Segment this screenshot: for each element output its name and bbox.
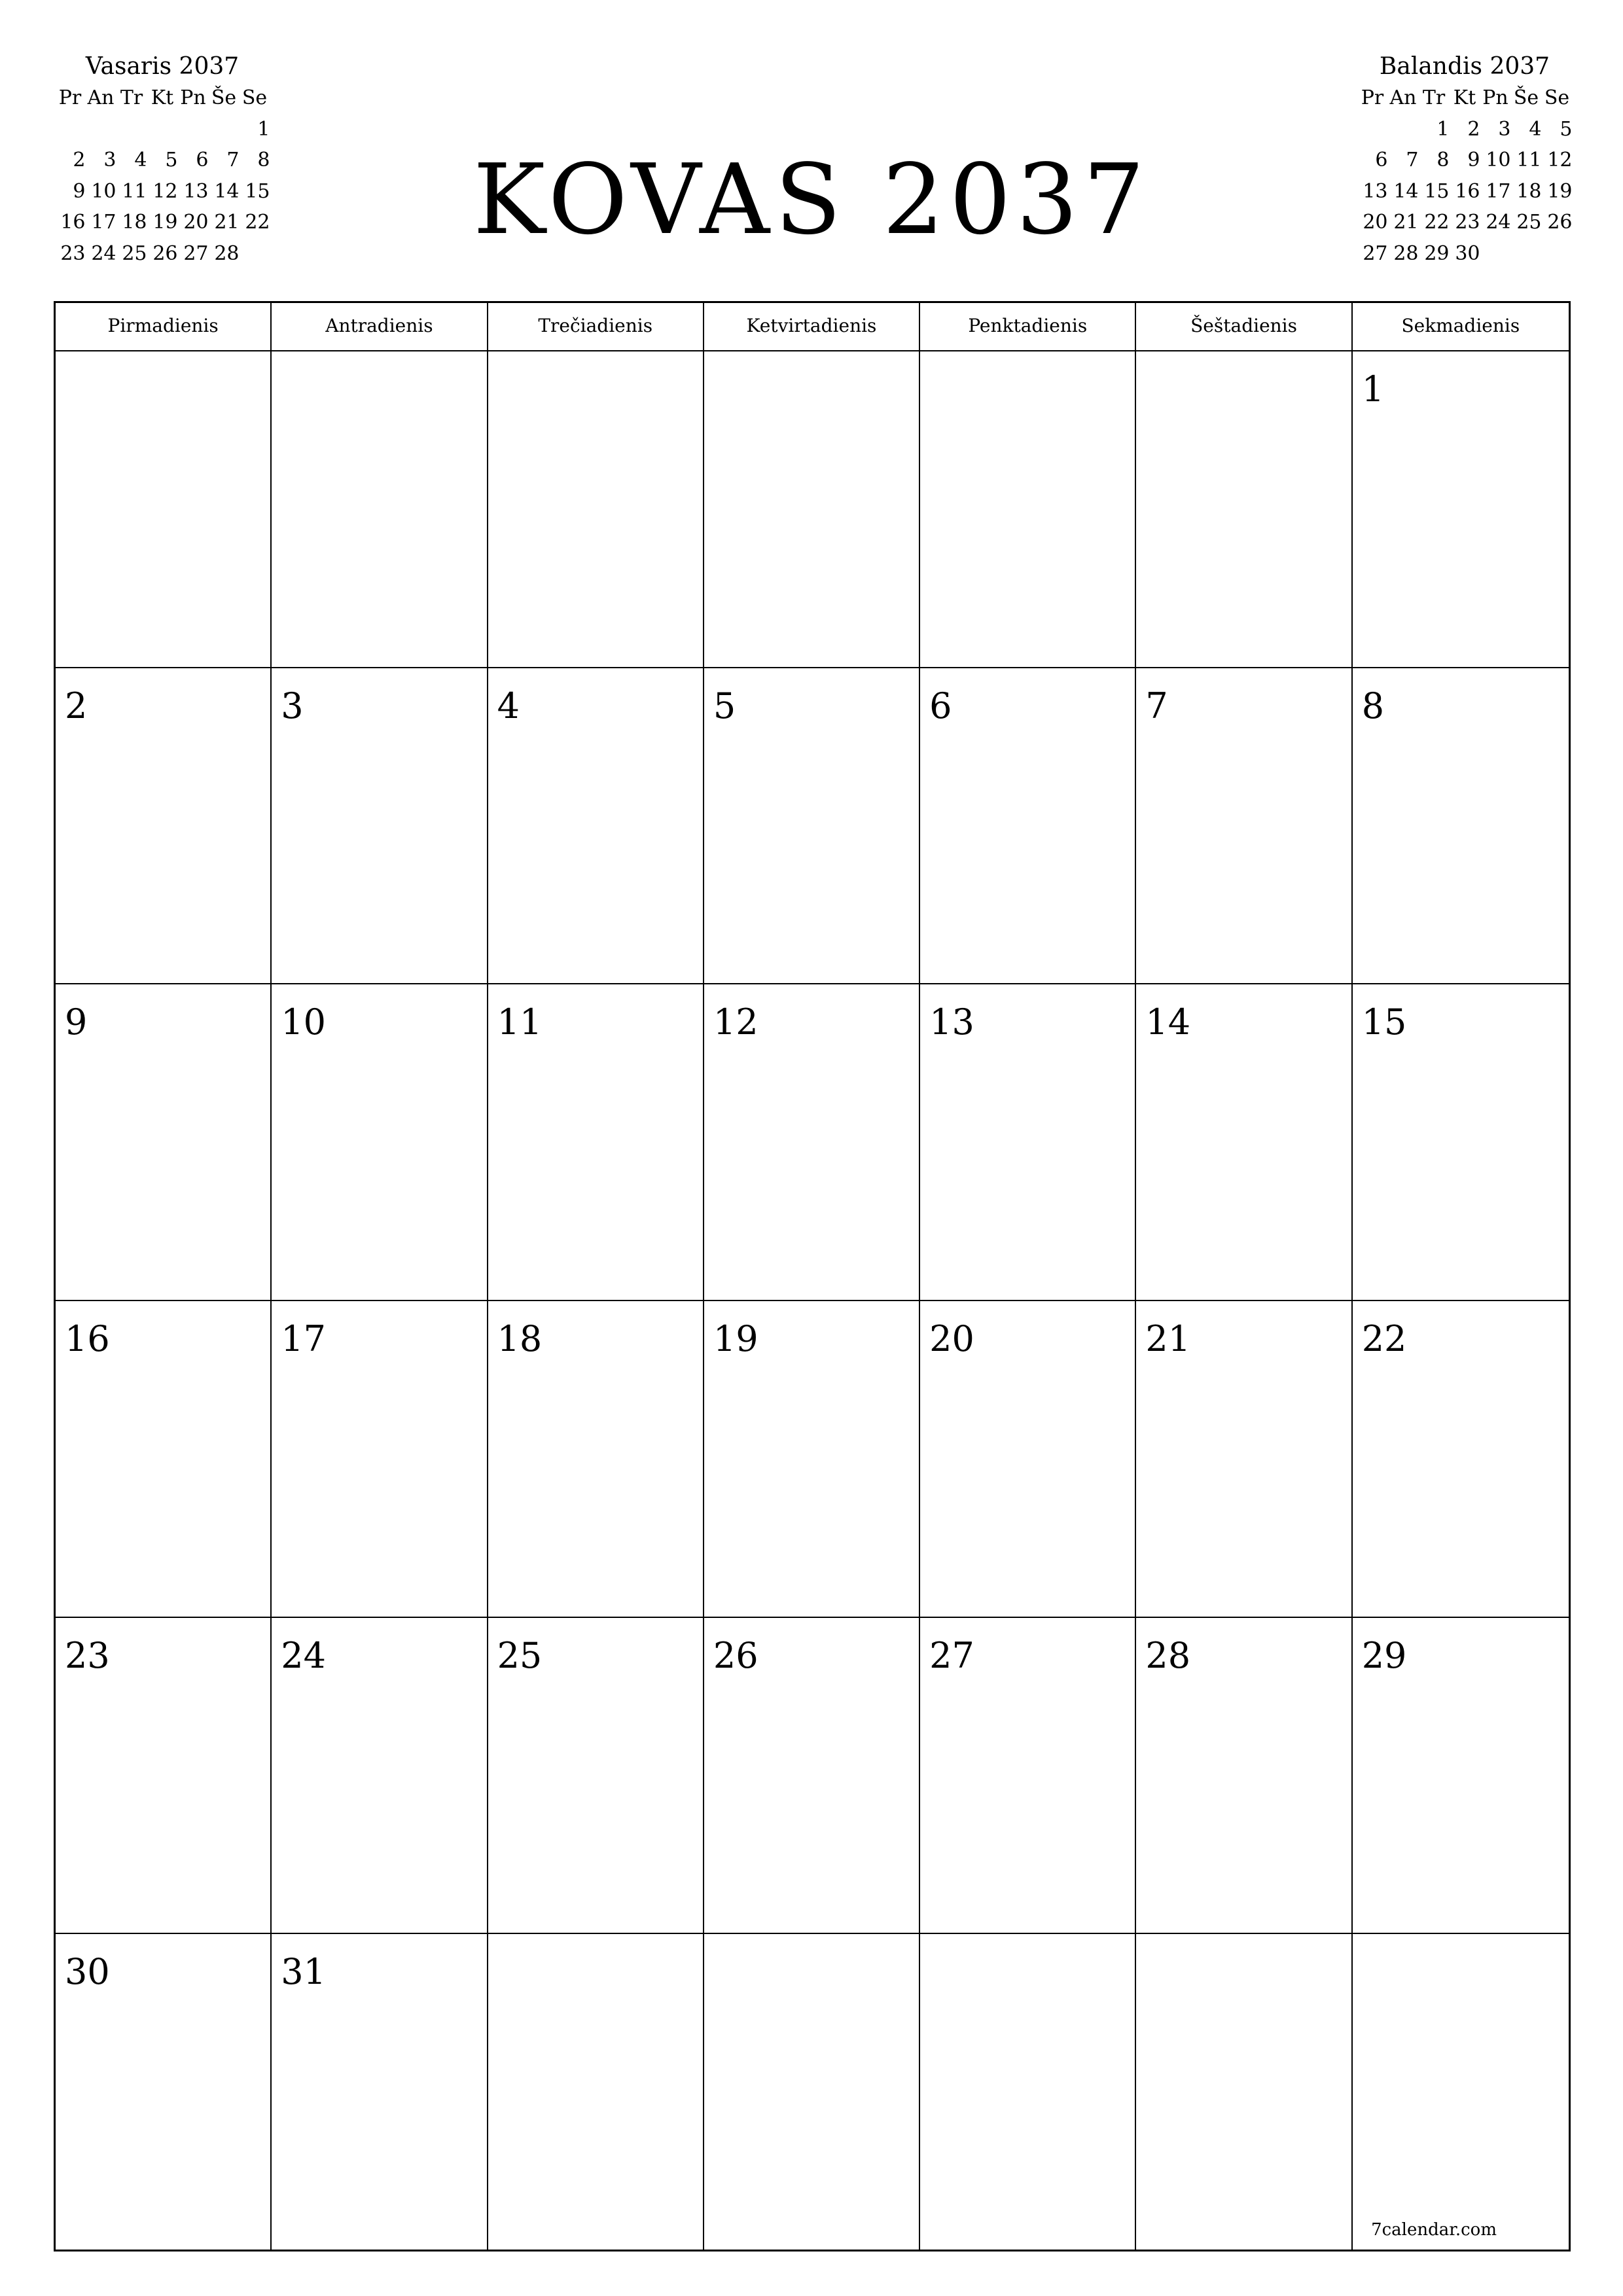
mini-day-cell: 22: [245, 211, 270, 234]
weekday-header-row: [56, 303, 1569, 351]
mini-day-cell: 18: [1516, 179, 1542, 203]
day-number: 26: [713, 1634, 758, 1676]
day-number: 15: [1361, 1001, 1407, 1043]
day-number: 31: [281, 1951, 326, 1993]
mini-day-cell: 15: [1424, 179, 1450, 203]
day-cell[interactable]: [56, 1618, 272, 1935]
mini-day-cell: [1542, 238, 1573, 270]
mini-day-cell: [209, 114, 240, 145]
day-cell[interactable]: [1353, 351, 1569, 668]
mini-day-cell: 4: [1529, 117, 1542, 141]
day-number: 4: [497, 685, 520, 726]
mini-day-cell: 26: [152, 242, 178, 265]
day-number: 27: [929, 1634, 974, 1676]
mini-day-cell: 6: [1375, 149, 1388, 171]
day-cell[interactable]: [920, 1301, 1136, 1618]
mini-calendar-title: Balandis 2037: [1379, 53, 1550, 80]
day-cell[interactable]: [272, 351, 488, 668]
day-number: 28: [1145, 1634, 1191, 1676]
mini-day-cell: 3: [1498, 117, 1511, 141]
mini-calendar-title: Vasaris 2037: [85, 53, 240, 80]
day-number: 13: [929, 1001, 974, 1043]
mini-day-cell: 7: [1406, 149, 1419, 171]
day-cell[interactable]: [1136, 984, 1352, 1301]
mini-day-cell: 26: [1547, 211, 1573, 234]
day-number: 7: [1145, 685, 1168, 726]
day-cell[interactable]: [488, 351, 704, 668]
mini-weekday-label: Pn: [180, 86, 206, 109]
mini-day-cell: 19: [152, 211, 178, 234]
day-cell[interactable]: [704, 1618, 920, 1935]
day-number: 19: [713, 1318, 758, 1359]
day-number: 2: [65, 685, 88, 726]
mini-day-cell: 8: [1436, 149, 1450, 171]
day-cell[interactable]: [272, 1934, 488, 2251]
day-cell[interactable]: [704, 668, 920, 985]
day-cell[interactable]: [920, 1618, 1136, 1935]
day-cell[interactable]: [56, 1934, 272, 2251]
day-number: 10: [281, 1001, 326, 1043]
mini-day-cell: 4: [134, 149, 147, 171]
mini-day-cell: 5: [165, 149, 178, 171]
day-number: 14: [1145, 1001, 1191, 1043]
day-cell[interactable]: [56, 668, 272, 985]
weekday-header: Trečiadienis: [488, 303, 704, 350]
day-number: 25: [497, 1634, 543, 1676]
day-number: 22: [1361, 1318, 1407, 1359]
mini-day-cell: 3: [103, 149, 116, 171]
day-cell[interactable]: [1353, 1301, 1569, 1618]
mini-day-cell: 28: [214, 242, 240, 265]
day-number: 3: [281, 685, 304, 726]
day-cell[interactable]: [704, 351, 920, 668]
day-number: 30: [65, 1951, 110, 1993]
day-cell[interactable]: [56, 351, 272, 668]
day-number: 20: [929, 1318, 974, 1359]
mini-day-cell: 13: [183, 179, 209, 203]
mini-day-cell: [1357, 114, 1388, 145]
mini-day-cell: [1388, 114, 1419, 145]
mini-day-cell: 1: [257, 117, 270, 141]
day-cell[interactable]: [488, 668, 704, 985]
mini-calendar-grid: [1357, 82, 1573, 269]
mini-weekday-label: Se: [241, 86, 268, 109]
mini-day-cell: 19: [1547, 179, 1573, 203]
month-calendar-grid: [54, 301, 1571, 2251]
day-number: 24: [281, 1634, 326, 1676]
mini-day-cell: 23: [60, 242, 86, 265]
mini-day-cell: 27: [1363, 242, 1388, 265]
mini-day-cell: 25: [1516, 211, 1542, 234]
mini-day-cell: 16: [1455, 179, 1480, 203]
calendar-weeks: [56, 351, 1569, 2251]
weekday-header: Penktadienis: [920, 303, 1136, 350]
mini-day-cell: 29: [1424, 242, 1450, 265]
mini-day-cell: 22: [1424, 211, 1450, 234]
mini-day-cell: 24: [1486, 211, 1511, 234]
day-number: 11: [497, 1001, 543, 1043]
mini-day-cell: 18: [122, 211, 147, 234]
day-cell[interactable]: [56, 1301, 272, 1618]
day-cell[interactable]: [1353, 1618, 1569, 1935]
mini-day-cell: 7: [226, 149, 240, 171]
mini-weekday-label: Še: [211, 86, 237, 109]
mini-weekday-label: Še: [1513, 86, 1539, 109]
day-cell[interactable]: [1353, 1934, 1569, 2251]
mini-day-cell: [116, 114, 147, 145]
mini-day-cell: 6: [196, 149, 209, 171]
mini-day-cell: 17: [91, 211, 116, 234]
mini-day-cell: 2: [1467, 117, 1480, 141]
mini-day-cell: 25: [122, 242, 147, 265]
mini-day-cell: 12: [152, 179, 178, 203]
mini-day-cell: 17: [1486, 179, 1511, 203]
day-number: 23: [65, 1634, 110, 1676]
mini-weekday-label: An: [1389, 86, 1417, 109]
mini-weekday-label: Tr: [1422, 86, 1446, 109]
day-number: 1: [1361, 368, 1385, 410]
mini-day-cell: [1511, 238, 1542, 270]
weekday-header: Sekmadienis: [1401, 315, 1520, 336]
day-number: 17: [281, 1318, 326, 1359]
mini-weekday-label: Se: [1544, 86, 1570, 109]
mini-day-cell: 23: [1455, 211, 1480, 234]
mini-day-cell: [1480, 238, 1511, 270]
weekday-header: Šeštadienis: [1136, 303, 1352, 350]
day-cell[interactable]: [272, 1618, 488, 1935]
footer-watermark: 7calendar.com: [1371, 2219, 1497, 2240]
weekday-header: Ketvirtadienis: [704, 303, 920, 350]
day-cell[interactable]: [1353, 668, 1569, 985]
day-cell[interactable]: [704, 1301, 920, 1618]
day-cell[interactable]: [56, 984, 272, 1301]
mini-weekday-label: Tr: [120, 86, 143, 109]
day-number: 8: [1361, 685, 1385, 726]
mini-day-cell: 8: [257, 149, 270, 171]
mini-day-cell: [55, 114, 86, 145]
day-cell[interactable]: [272, 1301, 488, 1618]
mini-day-cell: 27: [183, 242, 209, 265]
day-number: 5: [713, 685, 736, 726]
day-cell[interactable]: [488, 1301, 704, 1618]
day-cell[interactable]: [1136, 1301, 1352, 1618]
day-cell[interactable]: [1136, 1618, 1352, 1935]
day-number: 21: [1145, 1318, 1191, 1359]
day-cell[interactable]: [272, 984, 488, 1301]
mini-day-cell: 9: [73, 179, 86, 203]
day-number: 16: [65, 1318, 110, 1359]
day-cell[interactable]: [704, 984, 920, 1301]
day-number: 9: [65, 1001, 88, 1043]
mini-day-cell: 14: [1393, 179, 1419, 203]
day-cell[interactable]: [920, 984, 1136, 1301]
mini-day-cell: 21: [1393, 211, 1419, 234]
mini-day-cell: 16: [60, 211, 86, 234]
page-title: KOVAS 2037: [473, 143, 1150, 256]
mini-day-cell: 5: [1560, 117, 1573, 141]
mini-day-cell: 21: [214, 211, 240, 234]
weekday-header: Antradienis: [272, 303, 488, 350]
day-number: 12: [713, 1001, 758, 1043]
mini-calendar-next-month: [1353, 51, 1576, 269]
mini-day-cell: 10: [1486, 149, 1511, 171]
day-cell[interactable]: [488, 1618, 704, 1935]
mini-day-cell: [86, 114, 116, 145]
day-cell[interactable]: [272, 668, 488, 985]
mini-weekday-label: Pr: [58, 86, 82, 109]
mini-day-cell: [178, 114, 209, 145]
mini-day-cell: 9: [1467, 149, 1480, 171]
day-number: 29: [1361, 1634, 1407, 1676]
mini-day-cell: 15: [245, 179, 270, 203]
weekday-header: Pirmadienis: [56, 303, 272, 350]
day-cell[interactable]: [704, 1934, 920, 2251]
day-cell[interactable]: [1136, 1934, 1352, 2251]
mini-day-cell: 24: [91, 242, 116, 265]
mini-weekday-label: Pn: [1482, 86, 1508, 109]
mini-day-cell: 11: [122, 179, 147, 203]
day-cell[interactable]: [1136, 668, 1352, 985]
day-cell[interactable]: [1136, 351, 1352, 668]
mini-day-cell: 1: [1436, 117, 1450, 141]
mini-weekday-label: Kt: [151, 86, 174, 109]
mini-weekday-label: Pr: [1361, 86, 1384, 109]
mini-day-cell: 2: [73, 149, 86, 171]
day-cell[interactable]: [920, 351, 1136, 668]
mini-day-cell: 13: [1363, 179, 1388, 203]
day-number: 6: [929, 685, 952, 726]
mini-day-cell: [147, 114, 178, 145]
mini-day-cell: 30: [1455, 242, 1480, 265]
mini-day-cell: 12: [1547, 149, 1573, 171]
day-number: 18: [497, 1318, 543, 1359]
mini-day-cell: 20: [183, 211, 209, 234]
mini-weekday-label: Kt: [1453, 86, 1476, 109]
day-cell[interactable]: [920, 1934, 1136, 2251]
mini-day-cell: 14: [214, 179, 240, 203]
mini-day-cell: 11: [1516, 149, 1542, 171]
mini-day-cell: 20: [1363, 211, 1388, 234]
mini-day-cell: 28: [1393, 242, 1419, 265]
mini-weekday-label: An: [87, 86, 115, 109]
day-cell[interactable]: [920, 668, 1136, 985]
day-cell[interactable]: [488, 1934, 704, 2251]
day-cell[interactable]: [488, 984, 704, 1301]
day-cell[interactable]: [1353, 984, 1569, 1301]
mini-day-cell: 10: [91, 179, 116, 203]
